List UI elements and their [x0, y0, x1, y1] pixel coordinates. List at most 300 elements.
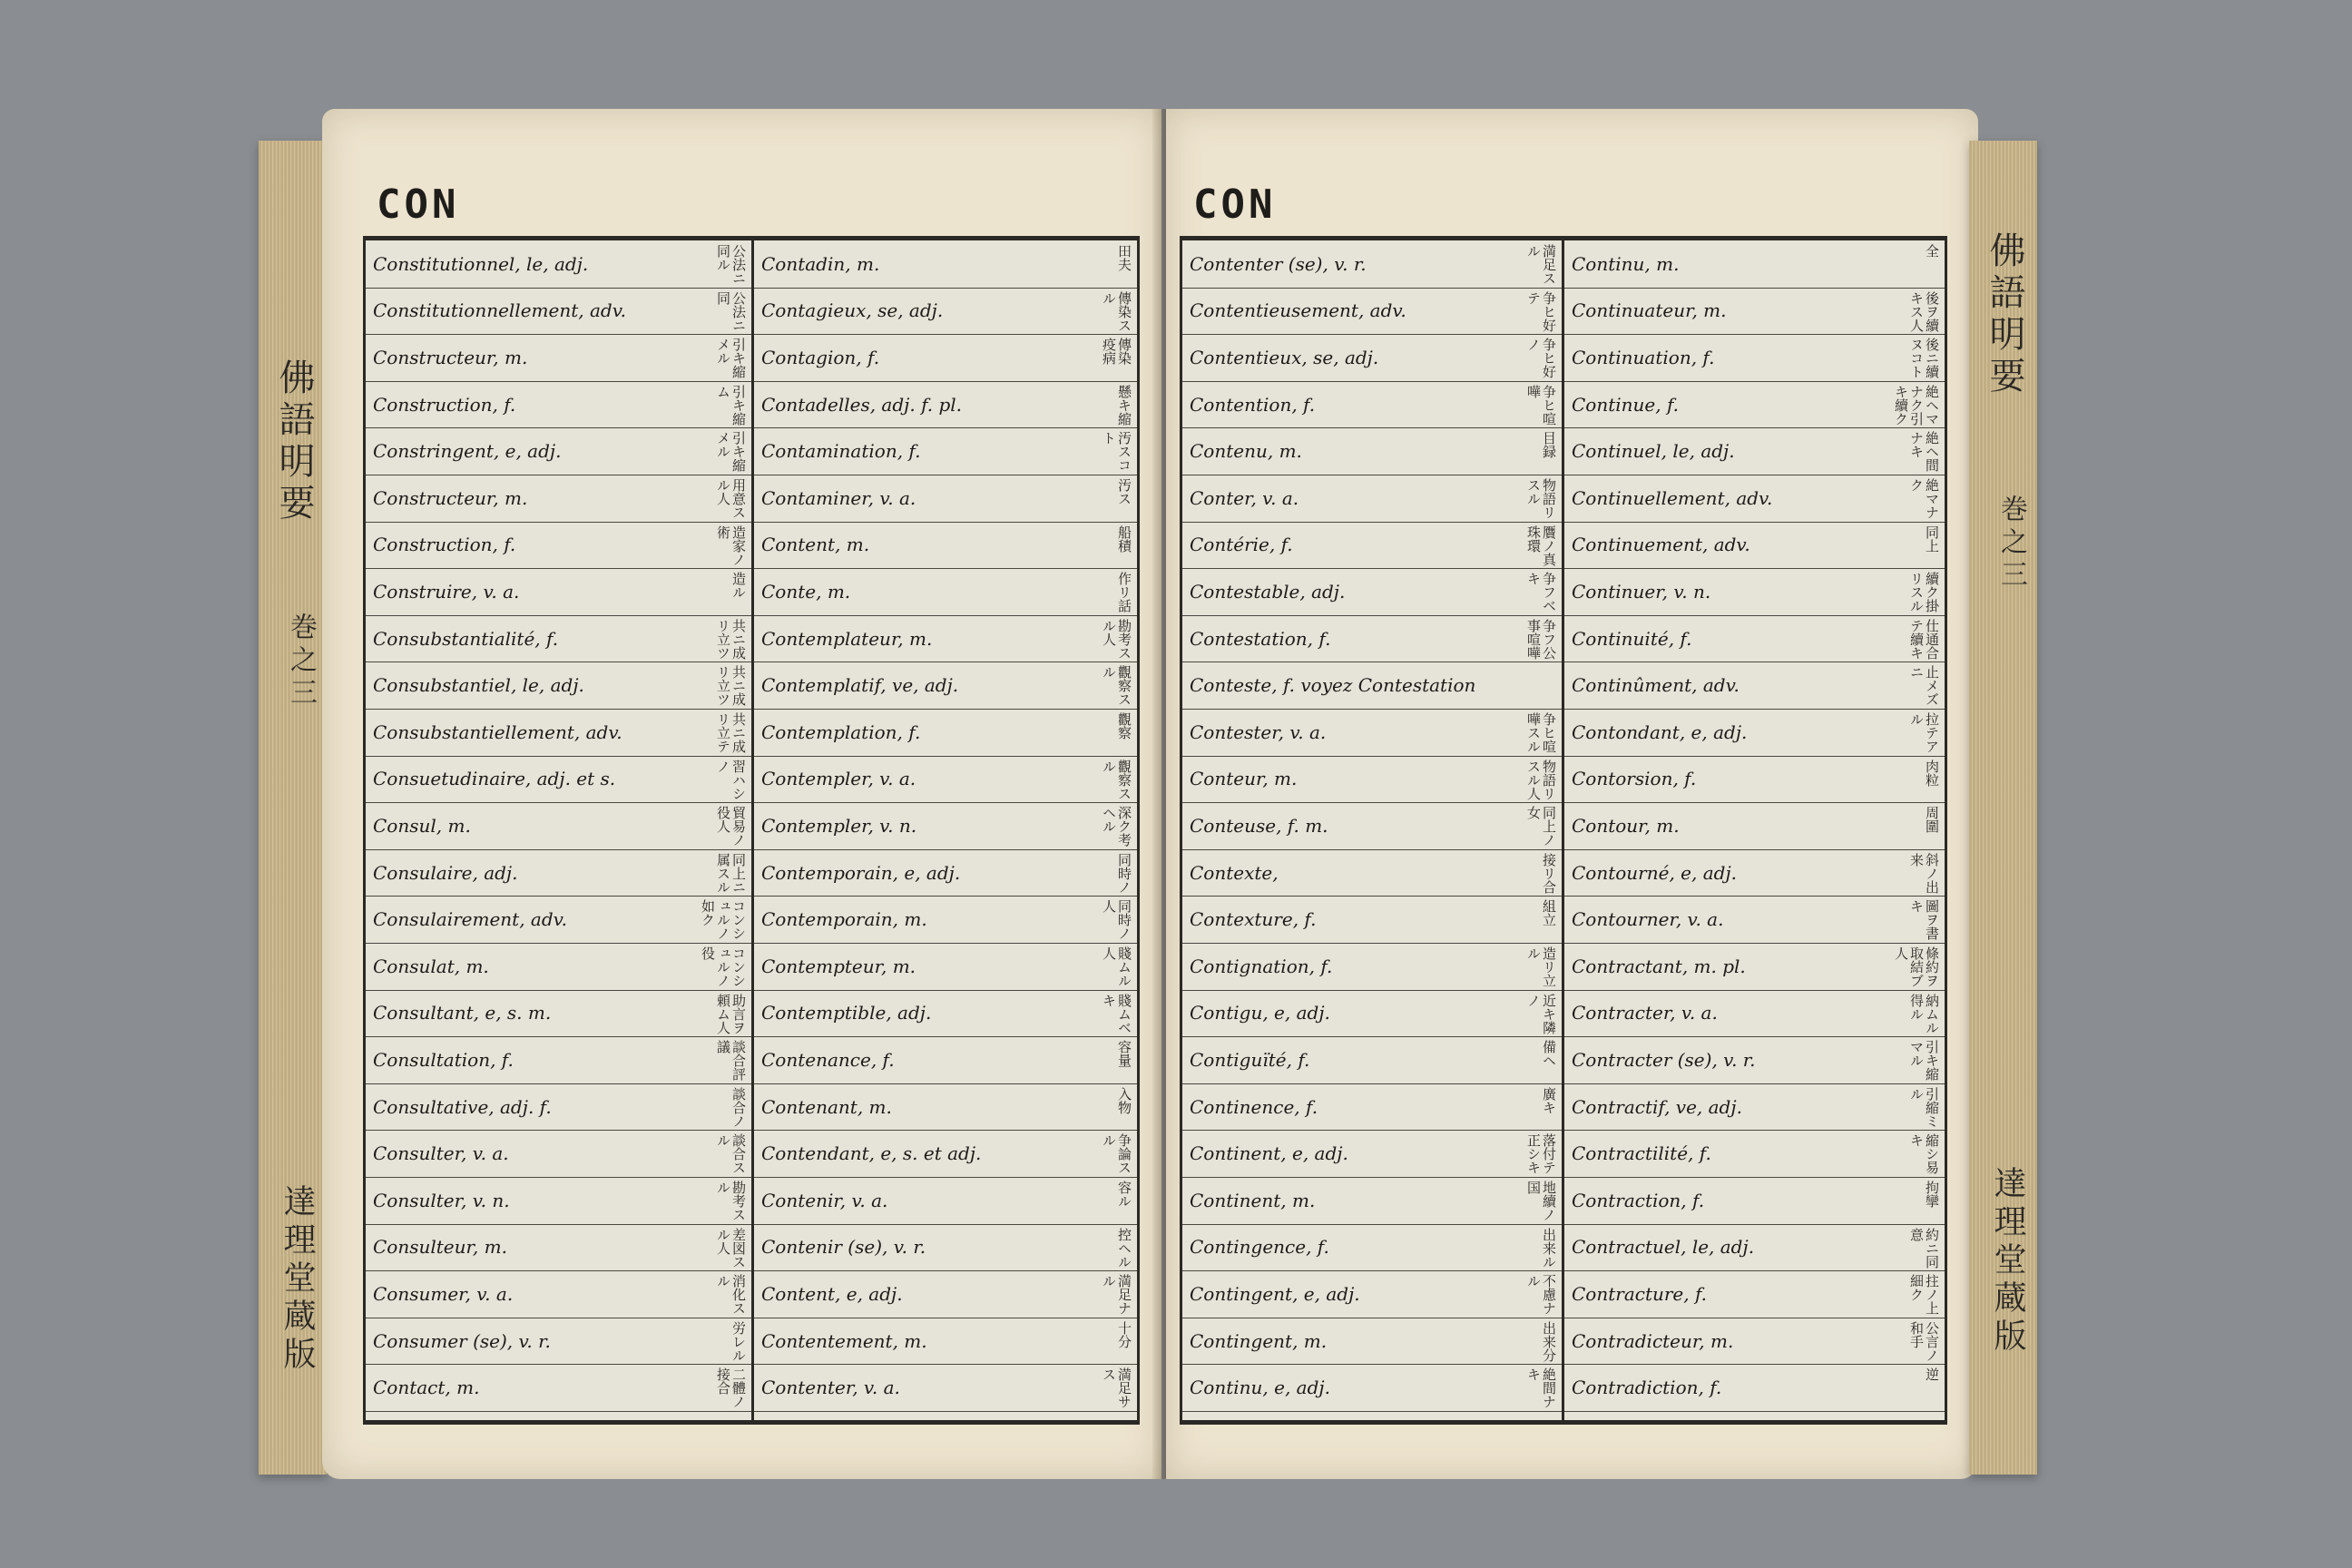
entry-headword: Contractuel, le, adj.	[1572, 1236, 1755, 1259]
entry-translation: 満足ナル	[1101, 1274, 1132, 1316]
right-spine-volume: 巻之三	[1995, 495, 2027, 593]
entry-headword: Continent, e, adj.	[1190, 1142, 1348, 1165]
dictionary-entry-row	[754, 615, 1137, 663]
entry-translation: 争ヒ喧嘩スル	[1525, 712, 1557, 753]
entry-translation: 汚スコト	[1101, 431, 1132, 473]
dictionary-entry-row	[1564, 1036, 1945, 1084]
entry-translation: 公言ノ和手	[1908, 1320, 1940, 1362]
dictionary-entry-row	[366, 522, 751, 570]
entry-headword: Contemplatif, ve, adj.	[761, 674, 959, 697]
entry-headword: Contorsion, f.	[1572, 768, 1697, 790]
dictionary-entry-row	[1564, 1130, 1945, 1178]
entry-headword: Contignation, f.	[1190, 955, 1333, 977]
entry-translation: 接リ合	[1541, 852, 1557, 894]
entry-headword: Continuement, adv.	[1572, 534, 1750, 556]
entry-translation: コンシュルノ役	[700, 946, 747, 987]
entry-translation: 勘考スル	[715, 1181, 747, 1221]
entry-translation: 約ニ同意	[1908, 1227, 1940, 1269]
dictionary-entry-row	[754, 568, 1137, 616]
dictionary-entry-row	[1564, 1224, 1945, 1272]
entry-headword: Continuation, f.	[1572, 346, 1715, 368]
dictionary-entry-row	[1182, 334, 1562, 382]
dictionary-entry-row	[754, 662, 1137, 710]
entry-translation: 争論スル	[1101, 1133, 1132, 1175]
dictionary-entry-row	[1182, 1224, 1562, 1272]
entry-headword: Continu, e, adj.	[1190, 1377, 1330, 1399]
entry-translation: 談合ノ	[730, 1086, 747, 1128]
entry-headword: Continuel, le, adj.	[1572, 440, 1735, 463]
dictionary-entry-row	[366, 1224, 751, 1272]
entry-translation: 争ヒ喧嘩	[1525, 384, 1557, 426]
entry-translation: 田夫	[1116, 244, 1132, 271]
dictionary-entry-row	[1564, 334, 1945, 382]
entry-headword: Conteste, f. voyez Contestation	[1190, 674, 1476, 697]
dictionary-entry-row	[1564, 568, 1945, 616]
entry-headword: Contempteur, m.	[761, 955, 916, 977]
entry-headword: Continuité, f.	[1572, 627, 1692, 650]
entry-translation: 絶マナク	[1908, 478, 1940, 519]
dictionary-entry-row	[1564, 240, 1945, 289]
entry-headword: Consumer, v. a.	[373, 1282, 514, 1305]
entry-headword: Contadelles, adj. f. pl.	[761, 393, 963, 416]
entry-headword: Conter, v. a.	[1190, 486, 1299, 509]
left-spine-title: 佛語明要	[273, 358, 315, 525]
entry-headword: Consubstantiel, le, adj.	[373, 674, 584, 697]
entry-translation: 引キ縮メル	[715, 431, 747, 473]
entry-translation: 造ル	[730, 572, 747, 600]
dictionary-entry-row	[366, 802, 751, 850]
entry-headword: Contondant, e, adj.	[1572, 720, 1748, 743]
dictionary-entry-row	[366, 849, 751, 897]
dictionary-entry-row	[754, 802, 1137, 850]
entry-headword: Continue, f.	[1572, 393, 1680, 416]
entry-headword: Contempler, v. a.	[761, 768, 916, 790]
entry-translation: 傳染 疫病	[1101, 338, 1132, 366]
dictionary-entry-row	[366, 896, 751, 944]
entry-translation: コンシュルノ如ク	[700, 899, 747, 941]
right-page	[1166, 109, 1978, 1479]
entry-headword: Continûment, adv.	[1572, 674, 1740, 697]
entry-headword: Construire, v. a.	[373, 580, 520, 603]
entry-translation: 同上ニ属スル	[715, 852, 747, 894]
entry-translation: 引キ縮マル	[1908, 1040, 1940, 1082]
dictionary-entry-row	[1564, 662, 1945, 710]
entry-translation: 近キ隣ノ	[1525, 993, 1557, 1034]
entry-translation: 同上	[1924, 524, 1940, 553]
entry-headword: Constructeur, m.	[373, 346, 528, 368]
entry-translation: 十分	[1116, 1320, 1132, 1348]
dictionary-entry-row	[754, 990, 1137, 1038]
entry-translation: 深ク考ヘル	[1101, 806, 1132, 848]
entry-headword: Contexture, f.	[1190, 908, 1317, 931]
entry-translation: 觀察	[1116, 712, 1132, 740]
entry-translation: 賤ムル人	[1101, 946, 1132, 987]
entry-headword: Contenu, m.	[1190, 440, 1302, 463]
entry-headword: Continence, f.	[1190, 1095, 1318, 1118]
entry-translation: 後ヲ續キス人	[1908, 290, 1940, 332]
entry-translation: 公法ニ同ル	[715, 244, 747, 285]
entry-headword: Consultant, e, s. m.	[373, 1002, 552, 1024]
entry-headword: Contracture, f.	[1572, 1282, 1708, 1305]
dictionary-entry-row	[1182, 288, 1562, 336]
entry-translation: 共ニ成リ立ツ	[715, 618, 747, 660]
entry-headword: Contenir, v. a.	[761, 1189, 888, 1211]
entry-translation: 物語リスル人	[1525, 759, 1557, 800]
entry-translation: 條約ヲ取結ブ人	[1893, 946, 1940, 987]
entry-translation: 拘攣	[1924, 1181, 1940, 1208]
entry-translation: 談合スル	[715, 1133, 747, 1175]
entry-translation: 地續ノ国	[1525, 1181, 1557, 1221]
dictionary-entry-row	[754, 1036, 1137, 1084]
entry-translation: 談合評議	[715, 1040, 747, 1082]
dictionary-entry-row	[1182, 615, 1562, 663]
dictionary-entry-row	[1182, 943, 1562, 991]
dictionary-entry-row	[754, 849, 1137, 897]
entry-headword: Consulat, m.	[373, 955, 489, 977]
entry-headword: Constructeur, m.	[373, 486, 528, 509]
entry-headword: Contentieux, se, adj.	[1190, 346, 1379, 368]
entry-headword: Contentieusement, adv.	[1190, 299, 1406, 322]
entry-headword: Contemptible, adj.	[761, 1002, 932, 1024]
dictionary-entry-row	[754, 381, 1137, 429]
entry-translation: 争ヒ好テ	[1525, 290, 1557, 332]
dictionary-entry-row	[1564, 802, 1945, 850]
right-spine-publisher: 達理堂蔵版	[1989, 1166, 2026, 1357]
dictionary-entry-row	[1564, 522, 1945, 570]
entry-translation: 引キ縮ム	[715, 384, 747, 426]
entry-translation: 止メズニ	[1908, 665, 1940, 707]
dictionary-entry-row	[366, 1083, 751, 1132]
entry-headword: Contingence, f.	[1190, 1236, 1329, 1259]
dictionary-entry-row	[754, 1224, 1137, 1272]
dictionary-entry-row	[1564, 427, 1945, 475]
dictionary-entry-row	[1182, 849, 1562, 897]
entry-headword: Contester, v. a.	[1190, 720, 1327, 743]
dictionary-entry-row	[1182, 1270, 1562, 1318]
entry-translation: 逆	[1924, 1367, 1940, 1382]
entry-translation: 出来分	[1541, 1320, 1557, 1362]
entry-headword: Contamination, f.	[761, 440, 921, 463]
entry-headword: Contenance, f.	[761, 1048, 895, 1071]
entry-headword: Continent, m.	[1190, 1189, 1316, 1211]
entry-headword: Contractif, ve, adj.	[1572, 1095, 1742, 1118]
entry-headword: Contradiction, f.	[1572, 1377, 1722, 1399]
entry-headword: Contagion, f.	[761, 346, 880, 368]
right-fore-edge	[1969, 141, 2037, 1475]
entry-translation: 觀察スル	[1101, 665, 1132, 707]
entry-translation: 贋ノ真珠環	[1525, 524, 1557, 566]
dictionary-entry-row	[366, 615, 751, 663]
entry-headword: Contingent, e, adj.	[1190, 1282, 1360, 1305]
dictionary-entry-row	[1564, 709, 1945, 757]
entry-headword: Contaminer, v. a.	[761, 486, 916, 509]
dictionary-entry-row	[1182, 522, 1562, 570]
entry-translation: 仕通合テ續キ	[1908, 618, 1940, 660]
left-entry-frame	[363, 236, 1140, 1425]
dictionary-entry-row	[754, 1177, 1137, 1225]
entry-translation: 拉テアル	[1908, 712, 1940, 753]
entry-translation: 共ニ成リ立ツ	[715, 665, 747, 707]
entry-headword: Contracter (se), v. r.	[1572, 1048, 1756, 1071]
entry-headword: Construction, f.	[373, 534, 516, 556]
dictionary-entry-row	[1564, 1270, 1945, 1318]
dictionary-entry-row	[366, 1270, 751, 1318]
entry-translation: 續ク掛リスル	[1908, 572, 1940, 613]
entry-headword: Content, m.	[761, 534, 870, 556]
left-column-2	[754, 240, 1137, 1420]
dictionary-entry-row	[1182, 475, 1562, 523]
dictionary-entry-row	[754, 522, 1137, 570]
dictionary-entry-row	[1182, 756, 1562, 804]
entry-translation: 拄ノ上細ク	[1908, 1274, 1940, 1316]
entry-translation: 圖ヲ書キ	[1908, 899, 1940, 941]
dictionary-entry-row	[366, 990, 751, 1038]
entry-translation: 目録	[1541, 431, 1557, 459]
entry-translation: 後ニ續ヌコト	[1908, 338, 1940, 379]
entry-headword: Contemplation, f.	[761, 720, 921, 743]
dictionary-entry-row	[1564, 896, 1945, 944]
open-book	[259, 100, 2037, 1488]
dictionary-entry-row	[754, 756, 1137, 804]
entry-headword: Contingent, m.	[1190, 1329, 1328, 1352]
entry-translation: 絶ヘ間ナキ	[1908, 431, 1940, 473]
dictionary-entry-row	[1564, 1318, 1945, 1366]
entry-headword: Consulter, v. a.	[373, 1142, 509, 1165]
entry-headword: Contemplateur, m.	[761, 627, 933, 650]
dictionary-entry-row	[754, 896, 1137, 944]
entry-translation: 同時ノ人	[1101, 899, 1132, 941]
entry-translation: 助言ヲ頼ム人	[715, 993, 747, 1034]
entry-headword: Conteuse, f. m.	[1190, 814, 1328, 837]
dictionary-entry-row	[1182, 1130, 1562, 1178]
entry-translation: 控ヘル	[1116, 1227, 1132, 1269]
entry-headword: Constringent, e, adj.	[373, 440, 562, 463]
entry-headword: Consuetudinaire, adj. et s.	[373, 768, 616, 790]
dictionary-entry-row	[1182, 427, 1562, 475]
dictionary-entry-row	[1182, 568, 1562, 616]
dictionary-entry-row	[1182, 709, 1562, 757]
entry-translation: 貿易ノ役人	[715, 806, 747, 848]
entry-headword: Contact, m.	[373, 1377, 480, 1399]
dictionary-entry-row	[1182, 1036, 1562, 1084]
dictionary-entry-row	[366, 381, 751, 429]
dictionary-entry-row	[1182, 1177, 1562, 1225]
entry-headword: Contempler, v. n.	[761, 814, 917, 837]
entry-headword: Consulter, v. n.	[373, 1189, 510, 1211]
dictionary-entry-row	[754, 240, 1137, 289]
dictionary-entry-row	[1182, 802, 1562, 850]
dictionary-entry-row	[754, 1318, 1137, 1366]
entry-headword: Contenant, m.	[761, 1095, 892, 1118]
dictionary-entry-row	[1564, 849, 1945, 897]
right-column-1	[1182, 240, 1562, 1420]
left-column-1	[366, 240, 751, 1420]
dictionary-entry-row	[366, 475, 751, 523]
entry-headword: Contour, m.	[1572, 814, 1680, 837]
dictionary-entry-row	[366, 709, 751, 757]
dictionary-entry-row	[1182, 1318, 1562, 1366]
entry-translation: 傳染スル	[1101, 290, 1132, 332]
entry-translation: 容ル	[1116, 1181, 1132, 1208]
dictionary-entry-row	[366, 240, 751, 289]
entry-translation: 満足サス	[1101, 1367, 1132, 1409]
entry-headword: Contourné, e, adj.	[1572, 861, 1738, 884]
dictionary-entry-row	[1564, 615, 1945, 663]
right-entry-frame	[1180, 236, 1947, 1425]
entry-translation: 引キ縮メル	[715, 338, 747, 379]
entry-headword: Contestation, f.	[1190, 627, 1331, 650]
entry-headword: Continuateur, m.	[1572, 299, 1727, 322]
dictionary-entry-row	[754, 1270, 1137, 1318]
entry-headword: Conteur, m.	[1190, 768, 1298, 790]
entry-headword: Contention, f.	[1190, 393, 1316, 416]
entry-headword: Contestable, adj.	[1190, 580, 1346, 603]
dictionary-entry-row	[366, 943, 751, 991]
left-spine-publisher: 達理堂蔵版	[279, 1184, 316, 1375]
entry-headword: Constitutionnel, le, adj.	[373, 252, 589, 275]
entry-headword: Contenter (se), v. r.	[1190, 252, 1367, 275]
dictionary-entry-row	[1564, 475, 1945, 523]
dictionary-entry-row	[754, 709, 1137, 757]
entry-headword: Contadin, m.	[761, 252, 880, 275]
dictionary-entry-row	[754, 475, 1137, 523]
dictionary-entry-row	[1182, 1083, 1562, 1132]
left-fore-edge	[259, 141, 327, 1475]
entry-headword: Contourner, v. a.	[1572, 908, 1724, 931]
entry-translation: 満足スル	[1525, 244, 1557, 285]
entry-headword: Contenter, v. a.	[761, 1377, 900, 1399]
entry-translation: 二體ノ接合	[715, 1367, 747, 1409]
entry-headword: Contractilité, f.	[1572, 1142, 1711, 1165]
dictionary-entry-row	[1564, 756, 1945, 804]
entry-headword: Contractant, m. pl.	[1572, 955, 1746, 977]
dictionary-entry-row	[1564, 1177, 1945, 1225]
entry-headword: Contracter, v. a.	[1572, 1002, 1718, 1024]
entry-headword: Constitutionnellement, adv.	[373, 299, 626, 322]
entry-headword: Consulaire, adj.	[373, 861, 518, 884]
entry-translation: 出来ル	[1541, 1227, 1557, 1269]
dictionary-entry-row	[754, 1083, 1137, 1132]
entry-headword: Contraction, f.	[1572, 1189, 1705, 1211]
dictionary-entry-row	[754, 1364, 1137, 1412]
dictionary-entry-row	[366, 1364, 751, 1412]
entry-headword: Continuellement, adv.	[1572, 486, 1773, 509]
entry-headword: Consubstantialité, f.	[373, 627, 559, 650]
entry-headword: Content, e, adj.	[761, 1282, 903, 1305]
entry-translation: 同時ノ	[1116, 852, 1132, 894]
entry-translation: 用意スル人	[715, 478, 747, 519]
entry-headword: Contérie, f.	[1190, 534, 1293, 556]
dictionary-entry-row	[366, 1130, 751, 1178]
dictionary-entry-row	[1564, 990, 1945, 1038]
entry-headword: Consultation, f.	[373, 1048, 514, 1071]
dictionary-entry-row	[1564, 943, 1945, 991]
left-page	[322, 109, 1161, 1479]
entry-translation: 入物	[1116, 1086, 1132, 1114]
entry-headword: Contenir (se), v. r.	[761, 1236, 926, 1259]
entry-translation: 同上ノ女	[1525, 806, 1557, 848]
dictionary-entry-row	[366, 662, 751, 710]
dictionary-entry-row	[754, 1130, 1137, 1178]
entry-translation: 納ムル得ル	[1908, 993, 1940, 1034]
entry-headword: Contemporain, e, adj.	[761, 861, 961, 884]
entry-translation: 争フ公事喧嘩	[1525, 618, 1557, 660]
entry-translation: 習ハシノ	[715, 759, 747, 800]
entry-translation: 争ヒ好ノ	[1525, 338, 1557, 379]
entry-headword: Contentement, m.	[761, 1329, 927, 1352]
entry-translation: 公法ニ同	[715, 290, 747, 332]
entry-headword: Continuer, v. n.	[1572, 580, 1711, 603]
dictionary-entry-row	[366, 334, 751, 382]
dictionary-entry-row	[1182, 896, 1562, 944]
entry-translation: 縮シ易キ	[1908, 1133, 1940, 1175]
dictionary-entry-row	[366, 568, 751, 616]
entry-headword: Conte, m.	[761, 580, 851, 603]
entry-translation: 引縮ミル	[1908, 1086, 1940, 1128]
entry-headword: Consulteur, m.	[373, 1236, 507, 1259]
entry-headword: Construction, f.	[373, 393, 516, 416]
entry-translation: 不慮ナル	[1525, 1274, 1557, 1316]
entry-translation: 消化スル	[715, 1274, 747, 1316]
dictionary-entry-row	[1182, 662, 1562, 710]
entry-headword: Consubstantiellement, adv.	[373, 720, 622, 743]
dictionary-entry-row	[754, 427, 1137, 475]
entry-translation: 落付テ正シキ	[1525, 1133, 1557, 1175]
entry-headword: Contendant, e, s. et adj.	[761, 1142, 982, 1165]
dictionary-entry-row	[366, 1318, 751, 1366]
entry-headword: Consumer (se), v. r.	[373, 1329, 551, 1352]
entry-translation: 周圍	[1924, 806, 1940, 834]
entry-headword: Contigu, e, adj.	[1190, 1002, 1330, 1024]
right-page-header: CON	[1193, 181, 1277, 228]
entry-translation: 差図スル人	[715, 1227, 747, 1269]
entry-headword: Contradicteur, m.	[1572, 1329, 1734, 1352]
dictionary-entry-row	[754, 334, 1137, 382]
entry-headword: Continu, m.	[1572, 252, 1680, 275]
entry-translation: 全	[1924, 244, 1940, 258]
entry-headword: Contagieux, se, adj.	[761, 299, 944, 322]
entry-translation: 廣キ	[1541, 1086, 1557, 1114]
dictionary-entry-row	[1182, 240, 1562, 289]
entry-translation: 絶間ナキ	[1525, 1367, 1557, 1409]
entry-headword: Consulairement, adv.	[373, 908, 567, 931]
left-spine-volume: 巻之三	[285, 612, 317, 710]
entry-translation: 賤ムベキ	[1101, 993, 1132, 1034]
dictionary-entry-row	[754, 288, 1137, 336]
entry-translation: 斜ノ出来	[1908, 852, 1940, 894]
entry-translation: 組立	[1541, 899, 1557, 927]
entry-translation: 物語リスル	[1525, 478, 1557, 519]
entry-headword: Contiguïté, f.	[1190, 1048, 1310, 1071]
entry-translation: 觀察スル	[1101, 759, 1132, 800]
entry-headword: Contexte,	[1190, 861, 1279, 884]
dictionary-entry-row	[1564, 381, 1945, 429]
dictionary-entry-row	[366, 756, 751, 804]
entry-headword: Consul, m.	[373, 814, 471, 837]
dictionary-entry-row	[366, 427, 751, 475]
dictionary-entry-row	[366, 1177, 751, 1225]
left-page-header: CON	[377, 181, 460, 228]
entry-translation: 勘考スル人	[1101, 618, 1132, 660]
entry-translation: 争フベキ	[1525, 572, 1557, 613]
dictionary-entry-row	[366, 1036, 751, 1084]
entry-translation: 懸キ縮	[1116, 384, 1132, 426]
entry-translation: 作リ話	[1116, 572, 1132, 613]
right-spine-title: 佛語明要	[1984, 231, 2025, 398]
dictionary-entry-row	[1564, 288, 1945, 336]
entry-translation: 労レル	[730, 1320, 747, 1362]
entry-translation: 汚ス	[1116, 478, 1132, 505]
